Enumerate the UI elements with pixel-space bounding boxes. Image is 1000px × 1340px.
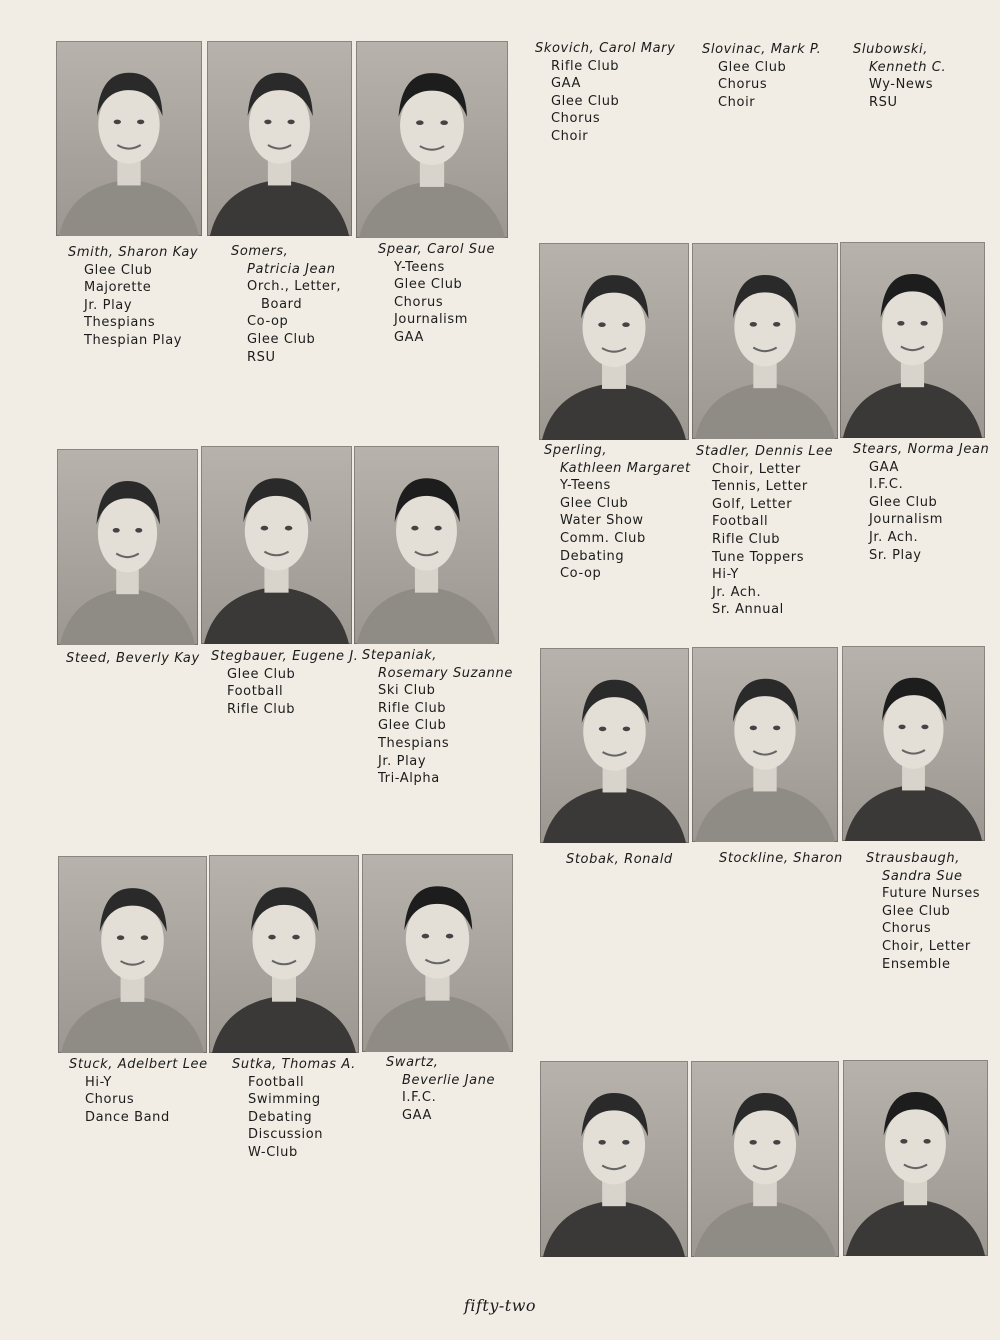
student-name: Slovinac, Mark P. bbox=[702, 42, 822, 57]
student-caption bbox=[66, 650, 200, 668]
activity-item: Rifle Club bbox=[551, 58, 620, 74]
activity-item: Football bbox=[712, 514, 769, 530]
activity-item: Swimming bbox=[248, 1092, 321, 1108]
activity-item: Glee Club bbox=[378, 718, 447, 734]
activity-item: Glee Club bbox=[551, 93, 620, 109]
portrait-silhouette bbox=[57, 449, 198, 645]
portrait-silhouette bbox=[540, 1061, 688, 1257]
activity-item: Co-op bbox=[560, 566, 602, 582]
activity-item: Jr. Play bbox=[378, 753, 427, 769]
activity-item: Choir, Letter bbox=[712, 461, 801, 477]
student-caption bbox=[231, 243, 341, 366]
activity-item: Ski Club bbox=[378, 683, 436, 699]
student-caption bbox=[211, 648, 359, 718]
activity-item: Dance Band bbox=[85, 1109, 170, 1125]
student-name-cont: Sandra Sue bbox=[882, 868, 963, 884]
student-caption bbox=[696, 443, 833, 619]
portrait-photo bbox=[58, 856, 207, 1053]
student-name: Slubowski, bbox=[853, 42, 928, 57]
student-name: Stadler, Dennis Lee bbox=[696, 444, 834, 459]
activity-item: Chorus bbox=[882, 921, 932, 937]
student-name: Stockline, Sharon bbox=[719, 851, 843, 866]
student-caption bbox=[866, 850, 980, 973]
student-caption bbox=[853, 41, 946, 111]
activity-item: Choir, Letter bbox=[882, 938, 971, 954]
activity-item: Y-Teens bbox=[394, 259, 445, 275]
activity-item: Hi-Y bbox=[85, 1074, 112, 1090]
student-name: Steed, Beverly Kay bbox=[66, 651, 200, 666]
activity-item: GAA bbox=[551, 76, 582, 92]
student-name: Smith, Sharon Kay bbox=[68, 245, 199, 260]
portrait-silhouette bbox=[539, 243, 689, 440]
portrait-silhouette bbox=[840, 242, 985, 438]
activity-item: Tri-Alpha bbox=[378, 771, 440, 787]
activity-item: Glee Club bbox=[84, 262, 153, 278]
portrait-photo bbox=[692, 243, 838, 439]
portrait-photo bbox=[209, 855, 359, 1053]
portrait-silhouette bbox=[354, 446, 499, 644]
portrait-silhouette bbox=[691, 1061, 839, 1257]
activity-item: Thespians bbox=[84, 315, 156, 331]
portrait-silhouette bbox=[842, 646, 985, 841]
activity-item: Journalism bbox=[394, 312, 469, 328]
activity-item: Journalism bbox=[869, 512, 944, 528]
student-name: Sutka, Thomas A. bbox=[232, 1057, 356, 1072]
student-name: Strausbaugh, bbox=[866, 851, 960, 866]
activity-item: Choir bbox=[551, 128, 589, 144]
activity-item: Tune Toppers bbox=[712, 549, 805, 565]
activity-item: Wy-News bbox=[869, 77, 934, 93]
portrait-photo bbox=[362, 854, 513, 1052]
student-caption bbox=[853, 441, 989, 564]
activity-item: GAA bbox=[402, 1107, 433, 1123]
student-name: Stepaniak, bbox=[362, 648, 438, 663]
activity-item: Chorus bbox=[394, 294, 444, 310]
activity-item: Water Show bbox=[560, 513, 644, 529]
portrait-silhouette bbox=[692, 647, 838, 842]
portrait-silhouette bbox=[692, 243, 838, 439]
activity-item: Majorette bbox=[84, 280, 152, 296]
student-name-cont: Rosemary Suzanne bbox=[378, 665, 513, 681]
activity-item: Glee Club bbox=[247, 331, 316, 347]
activity-item: GAA bbox=[394, 329, 425, 345]
activity-item: Jr. Play bbox=[84, 297, 133, 313]
student-name: Stears, Norma Jean bbox=[853, 442, 990, 457]
portrait-photo bbox=[692, 647, 838, 842]
portrait-photo bbox=[842, 646, 985, 841]
activity-item: Golf, Letter bbox=[712, 496, 793, 512]
student-caption bbox=[535, 40, 675, 146]
activity-item: Chorus bbox=[85, 1092, 135, 1108]
portrait-silhouette bbox=[201, 446, 352, 644]
activity-item: Hi-Y bbox=[712, 567, 739, 583]
activity-item: Football bbox=[227, 684, 284, 700]
portrait-photo bbox=[540, 1061, 688, 1257]
activity-item: Football bbox=[248, 1074, 305, 1090]
activity-item: Y-Teens bbox=[560, 478, 611, 494]
student-name-cont: Kathleen Margaret bbox=[560, 460, 691, 476]
portrait-photo bbox=[539, 243, 689, 440]
student-name-cont: Kenneth C. bbox=[869, 59, 947, 75]
student-caption bbox=[566, 851, 673, 869]
student-caption bbox=[362, 647, 513, 788]
portrait-photo bbox=[354, 446, 499, 644]
activity-item: Rifle Club bbox=[378, 700, 447, 716]
activity-item: Glee Club bbox=[869, 494, 938, 510]
student-name: Stegbauer, Eugene J. bbox=[211, 649, 359, 664]
student-name-cont: Beverlie Jane bbox=[402, 1072, 496, 1088]
student-caption bbox=[68, 244, 198, 350]
activity-item: Glee Club bbox=[560, 495, 629, 511]
portrait-photo bbox=[356, 41, 508, 238]
activity-item: Thespians bbox=[378, 735, 450, 751]
activity-item: Rifle Club bbox=[227, 701, 296, 717]
portrait-silhouette bbox=[56, 41, 202, 236]
activity-item: Chorus bbox=[718, 77, 768, 93]
portrait-photo bbox=[201, 446, 352, 644]
portrait-photo bbox=[540, 648, 689, 843]
activity-item: Glee Club bbox=[394, 277, 463, 293]
activity-item: RSU bbox=[247, 349, 276, 365]
activity-item: Rifle Club bbox=[712, 531, 781, 547]
portrait-photo bbox=[56, 41, 202, 236]
portrait-photo bbox=[691, 1061, 839, 1257]
activity-item: Glee Club bbox=[718, 59, 787, 75]
portrait-silhouette bbox=[843, 1060, 988, 1256]
portrait-photo bbox=[57, 449, 198, 645]
student-caption bbox=[378, 241, 495, 347]
activity-item: Sr. Play bbox=[869, 547, 922, 563]
portrait-photo bbox=[207, 41, 352, 236]
activity-item: Debating bbox=[560, 548, 625, 564]
activity-item: Glee Club bbox=[227, 666, 296, 682]
student-caption bbox=[719, 850, 843, 868]
activity-item: RSU bbox=[869, 94, 898, 110]
activity-item: Choir bbox=[718, 94, 756, 110]
activity-item: Board bbox=[261, 296, 303, 312]
activity-item: Tennis, Letter bbox=[712, 479, 808, 495]
activity-item: Sr. Annual bbox=[712, 602, 784, 618]
activity-item: Debating bbox=[248, 1109, 313, 1125]
portrait-silhouette bbox=[540, 648, 689, 843]
activity-item: Orch., Letter, bbox=[247, 279, 342, 295]
portrait-silhouette bbox=[207, 41, 352, 236]
student-caption bbox=[69, 1056, 208, 1126]
activity-item: W-Club bbox=[248, 1144, 298, 1160]
activity-item: Comm. Club bbox=[560, 530, 646, 546]
student-name: Spear, Carol Sue bbox=[378, 242, 496, 257]
activity-item: I.F.C. bbox=[402, 1090, 437, 1106]
activity-item: Discussion bbox=[248, 1127, 324, 1143]
portrait-silhouette bbox=[209, 855, 359, 1053]
student-caption bbox=[386, 1054, 495, 1124]
activity-item: Glee Club bbox=[882, 903, 951, 919]
activity-item: Jr. Ach. bbox=[712, 584, 762, 600]
portrait-photo bbox=[840, 242, 985, 438]
student-caption bbox=[702, 41, 821, 111]
student-name: Somers, bbox=[231, 244, 289, 259]
activity-item: Future Nurses bbox=[882, 886, 981, 902]
portrait-photo bbox=[843, 1060, 988, 1256]
student-name: Skovich, Carol Mary bbox=[535, 41, 676, 56]
student-name: Stobak, Ronald bbox=[566, 852, 673, 867]
student-name: Swartz, bbox=[386, 1055, 439, 1070]
portrait-silhouette bbox=[58, 856, 207, 1053]
activity-item: Co-op bbox=[247, 314, 289, 330]
activity-item: GAA bbox=[869, 459, 900, 475]
page-number: fifty-two bbox=[463, 1296, 537, 1315]
student-name: Sperling, bbox=[544, 443, 608, 458]
student-caption bbox=[544, 442, 691, 583]
portrait-silhouette bbox=[362, 854, 513, 1052]
activity-item: Jr. Ach. bbox=[869, 529, 919, 545]
portrait-silhouette bbox=[356, 41, 508, 238]
activity-item: Ensemble bbox=[882, 956, 951, 972]
activity-item: Thespian Play bbox=[84, 332, 183, 348]
activity-item: Chorus bbox=[551, 111, 601, 127]
student-name: Stuck, Adelbert Lee bbox=[69, 1057, 208, 1072]
student-name-cont: Patricia Jean bbox=[247, 261, 336, 277]
activity-item: I.F.C. bbox=[869, 477, 904, 493]
student-caption bbox=[232, 1056, 356, 1162]
